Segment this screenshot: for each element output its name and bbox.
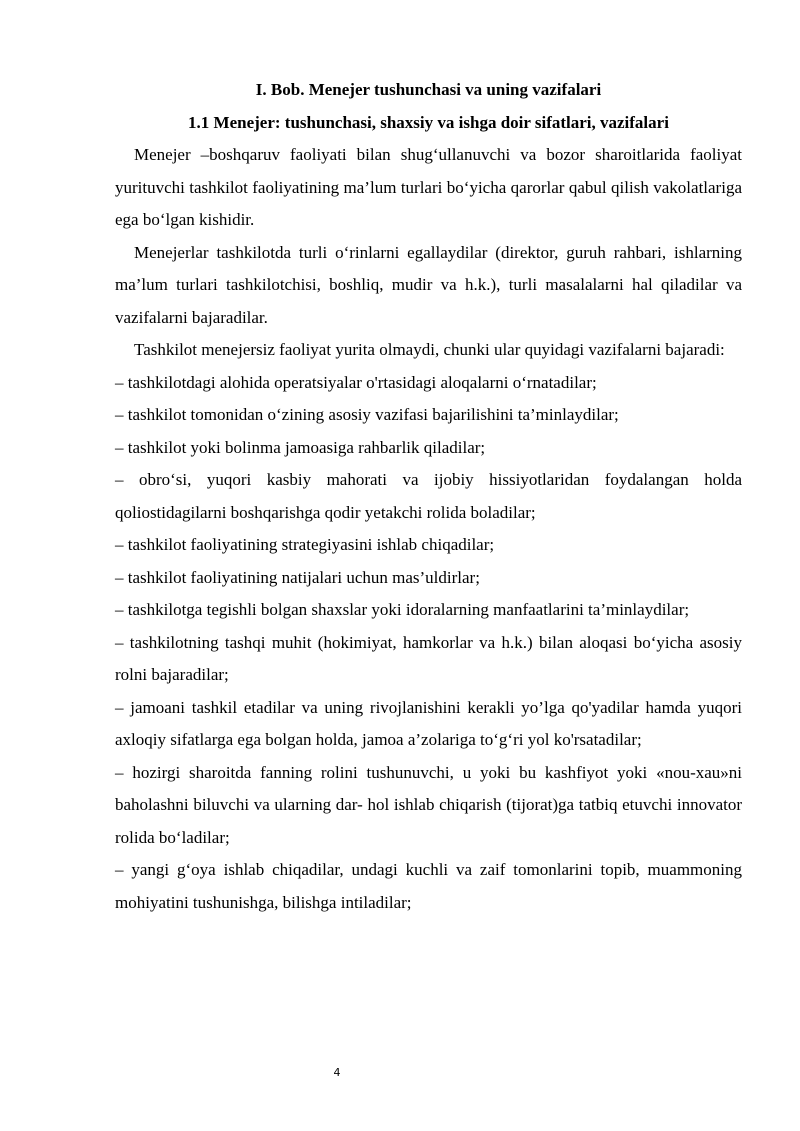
functions-list bbox=[115, 367, 742, 920]
list-item: – tashkilot yoki bolinma jamoasiga rahbarlik qiladilar; bbox=[115, 437, 486, 457]
list-item: – tashkilot tomonidan o‘zining asosiy vazifasi bajarilishini ta’minlaydilar; bbox=[115, 405, 619, 424]
list-item: – tashkilotdagi alohida operatsiyalar o'rtasidagi aloqalarni o‘rnatadilar; bbox=[115, 372, 597, 392]
list-item: – hozirgi sharoitda fanning rolini tushunuvchi, u yoki bu kashfiyot yoki «nou-xau»ni baholashni biluvchi va ularning dar- hol ishlab chiqarish (tijorat)ga tatbiq etuvchi innovator rolida bo‘ladilar; bbox=[115, 762, 742, 847]
list-item: – tashkilot faoliyatining natijalari uchun mas’uldirlar; bbox=[115, 567, 480, 587]
section-title: 1.1 Menejer: tushunchasi, shaxsiy va ishga doir sifatlari, vazifalari bbox=[188, 112, 669, 132]
list-item: – tashkilot faoliyatining strategiyasini ishlab chiqadilar; bbox=[115, 535, 495, 554]
paragraph-functions-intro: Tashkilot menejersiz faoliyat yurita olmaydi, chunki ular quyidagi vazifalarni bajaradi: bbox=[134, 340, 725, 359]
chapter-title: I. Bob. Menejer tushunchasi va uning vazifalari bbox=[255, 80, 602, 99]
paragraph-roles: Menejerlar tashkilotda turli o‘rinlarni egallaydilar (direktor, guruh rahbari, ishlarning ma’lum turlari tashkilotchisi, boshliq, mudir va h.k.), turli masalalarni hal qiladilar va vazifalarni bajaradilar. bbox=[115, 242, 742, 327]
list-item: – obro‘si, yuqori kasbiy mahorati va ijobiy hissiyotlaridan foydalangan holda qoliostidagilarni boshqarishga qodir yetakchi rolida boladilar; bbox=[115, 470, 742, 522]
list-item: – jamoani tashkil etadilar va uning rivojlanishini kerakli yo’lga qo'yadilar hamda yuqori axloqiy sifatlarga ega bolgan holda, jamoa a’zolariga to‘g‘ri yol ko'rsatadilar; bbox=[115, 697, 742, 749]
page-number: 4 bbox=[333, 1066, 341, 1079]
list-item: – tashkilotning tashqi muhit (hokimiyat, hamkorlar va h.k.) bilan aloqasi bo‘yicha asosiy rolni bajaradilar; bbox=[115, 632, 742, 684]
paragraph-definition: Menejer –boshqaruv faoliyati bilan shug‘ullanuvchi va bozor sharoitlarida faoliyat yurituvchi tashkilot faoliyatining ma’lum turlari bo‘yicha qarorlar qabul qilish vakolatlariga ega bo‘lgan kishidir. bbox=[115, 145, 742, 229]
list-item: – tashkilotga tegishli bolgan shaxslar yoki idoralarning manfaatlarini ta’minlaydilar; bbox=[115, 600, 690, 619]
list-item: – yangi g‘oya ishlab chiqadilar, undagi kuchli va zaif tomonlarini topib, muammoning mohiyatini tushunishga, bilishga intiladilar; bbox=[115, 860, 742, 912]
page-content bbox=[115, 74, 742, 919]
